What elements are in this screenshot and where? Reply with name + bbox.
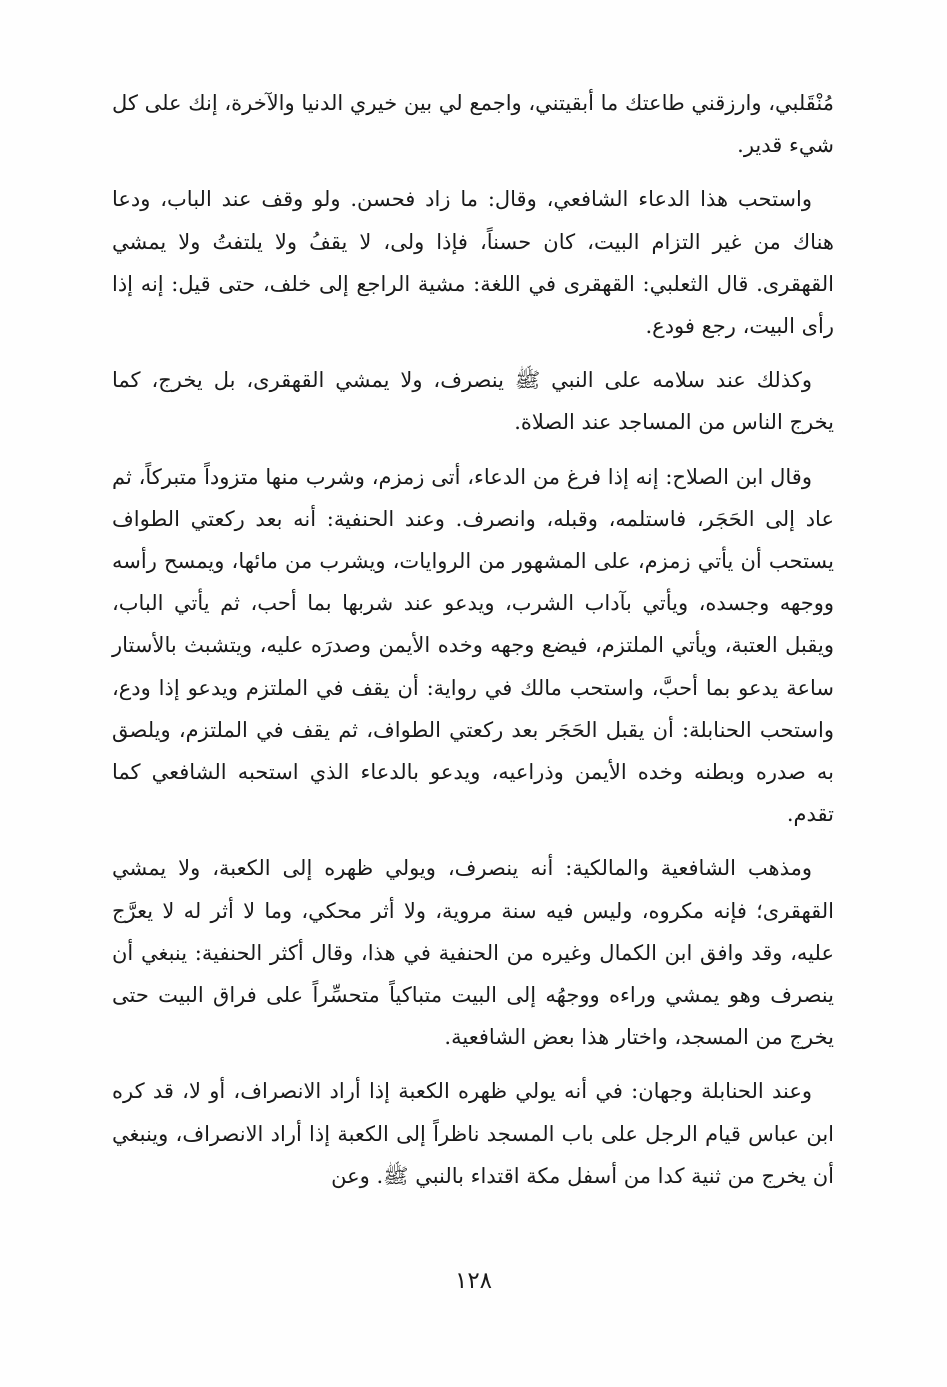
paragraph-1: مُنْقَلبي، وارزقني طاعتك ما أبقيتني، واجمع لي بين خيري الدنيا والآخرة، إنك على كل شيء قدير. — [112, 91, 834, 158]
paragraph-4: وقال ابن الصلاح: إنه إذا فرغ من الدعاء، أتى زمزم، وشرب منها متزوداً متبركاً، ثم عاد إلى الحَجَر، فاستلمه، وقبله، وانصرف. وعند الحنفية: أنه بعد ركعتي الطواف يستحب أن يأتي زمزم، على المشهور من الروايات، ويشرب من مائها، ويمسح رأسه ووجهه وجسده، ويأتي بآداب الشرب، ويدعو عند شربها بما أحب، ثم يأتي الباب، ويقبل العتبة، ويأتي الملتزم، فيضع وجهه وخده الأيمن وصدرَه عليه، ويتشبث بالأستار ساعة يدعو بما أحبَّ، واستحب مالك في رواية: أن يقف في الملتزم ويدعو إذا ودع، واستحب الحنابلة: أن يقبل الحَجَر بعد ركعتي الطواف، ثم يقف في الملتزم، ويلصق به صدره وبطنه وخده الأيمن وذراعيه، ويدعو بالدعاء الذي استحبه الشافعي كما تقدم. — [112, 464, 834, 827]
body-text — [112, 82, 834, 1209]
paragraph-2: واستحب هذا الدعاء الشافعي، وقال: ما زاد فحسن. ولو وقف عند الباب، ودعا هناك من غير التزام البيت، كان حسناً، فإذا ولى، لا يقفُ ولا يلتفتُ ولا يمشي القهقرى. قال الثعلبي: القهقرى في اللغة: مشية الراجع إلى خلف، حتى قيل: إنه إذا رأى البيت، رجع فودع. — [112, 187, 834, 339]
paragraph-3: وكذلك عند سلامه على النبي ﷺ ينصرف، ولا يمشي القهقرى، بل يخرج، كما يخرج الناس من المساجد عند الصلاة. — [112, 368, 834, 435]
paragraph-5: ومذهب الشافعية والمالكية: أنه ينصرف، ويولي ظهره إلى الكعبة، ولا يمشي القهقرى؛ فإنه مكروه، وليس فيه سنة مروية، ولا أثر محكي، وما لا أثر له لا يعرَّج عليه، وقد وافق ابن الكمال وغيره من الحنفية في هذا، وقال أكثر الحنفية: ينبغي أن ينصرف وهو يمشي وراءه ووجهُه إلى البيت متباكياً متحسِّراً على فراق البيت حتى يخرج من المسجد، واختار هذا بعض الشافعية. — [112, 856, 834, 1050]
page-number: ١٢٨ — [454, 1268, 493, 1294]
paragraph-6: وعند الحنابلة وجهان: في أنه يولي ظهره الكعبة إذا أراد الانصراف، أو لا، قد كره ابن عباس قيام الرجل على باب المسجد ناظراً إلى الكعبة إذا أراد الانصراف، وينبغي أن يخرج من ثنية كدا من أسفل مكة اقتداء بالنبي ﷺ. وعن — [112, 1079, 834, 1188]
